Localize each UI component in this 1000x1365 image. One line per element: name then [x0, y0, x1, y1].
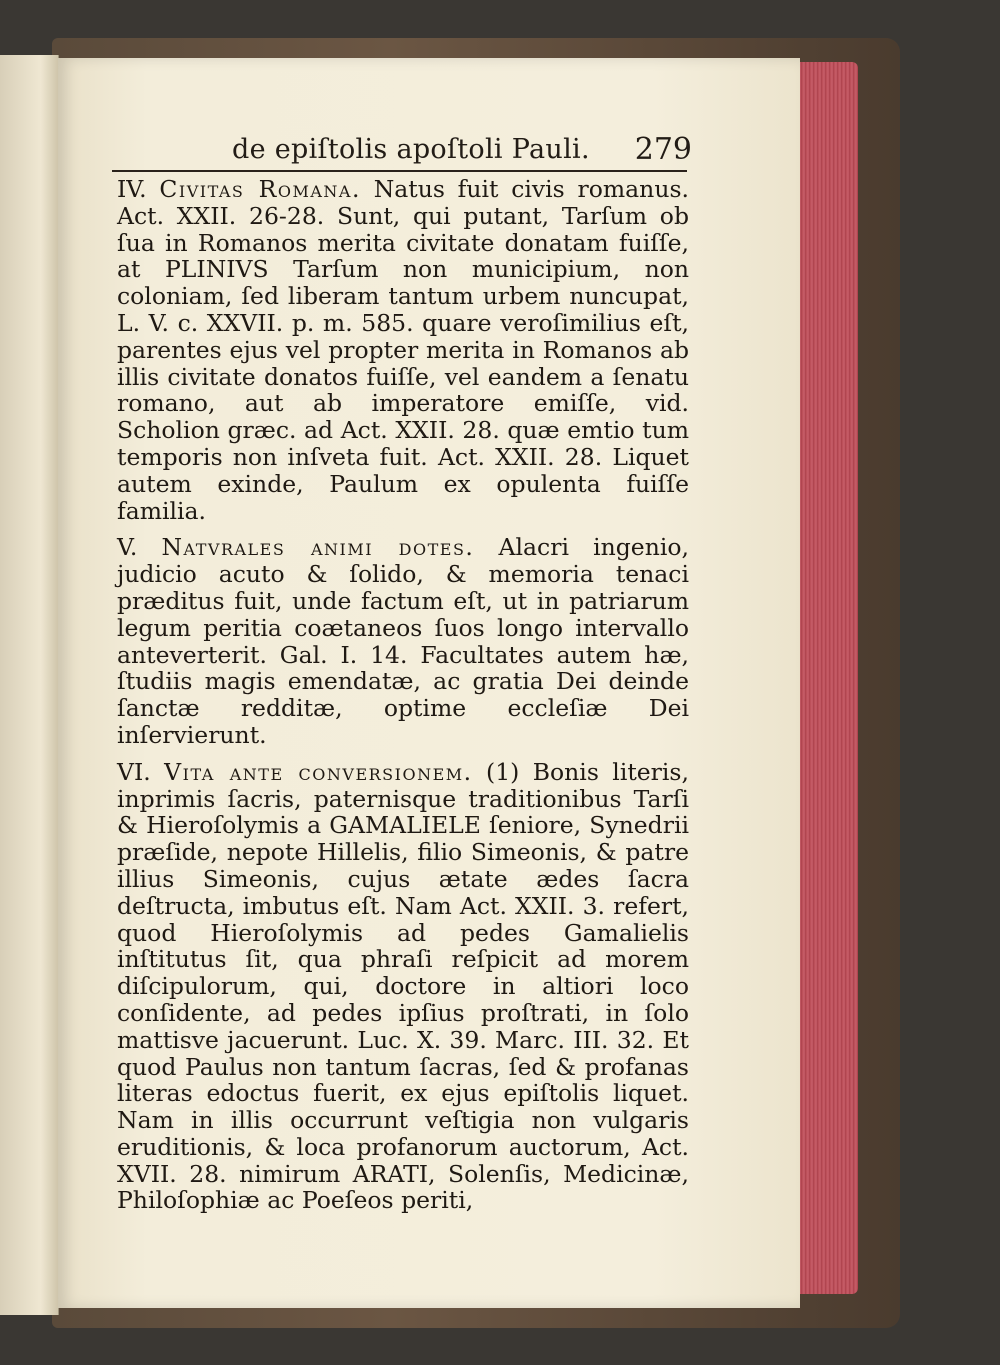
paragraph-heading: Civitas Romana.	[159, 175, 361, 203]
paragraph-iv	[117, 176, 689, 524]
paragraph-number: VI.	[117, 757, 151, 786]
page-number: 279	[634, 132, 692, 167]
paragraph-body: Natus fuit civis romanus. Act. XXII. 26-28. Sunt, qui putant, Tarſum ob ſua in Romanos merita civitate donatam fuiſſe, at PLINIVS Tarſum non municipium, non coloniam, ſed liberam tantum urbem nuncupat, L. V. c. XXVII. p. m. 585. quare veroſimilius eſt, parentes ejus vel propter merita in Romanos ab illis civitate donatos fuiſſe, vel eandem a ſenatu romano, aut ab imperatore emiſſe, vid. Scholion græc. ad Act. XXII. 28. quæ emtio tum temporis non inſveta fuit. Act. XXII. 28. Liquet autem exinde, Paulum ex opulenta fuiſſe familia.	[117, 175, 689, 525]
header-rule	[112, 170, 687, 172]
paragraph-heading: Natvrales animi dotes.	[161, 533, 475, 562]
paragraph-heading: Vita ante conversionem.	[164, 757, 473, 786]
paragraph-body: (1) Bonis literis, inprimis ſacris, paternisque traditionibus Tarſi & Hieroſolymis a GAMALIELE ſeniore, Synedrii præſide, nepote Hillelis, filio Simeonis, & patre illius Simeonis, cujus ætate ædes ſacra deſtructa, imbutus eſt. Nam Act. XXII. 3. refert, quod Hieroſolymis ad pedes Gamalielis inſtitutus ſit, qua phraſi reſpicit ad morem diſcipulorum, qui, doctore in altiori loco conſidente, ad pedes ipſius proſtrati, in ſolo mattisve jacuerunt. Luc. X. 39. Marc. III. 32. Et quod Paulus non tantum ſacras, ſed & profanas literas edoctus fuerit, ex ejus epiſtolis liquet. Nam in illis occurrunt veſtigia non vulgaris eruditionis, & loca profanorum auctorum, Act. XVII. 28. nimirum ARATI, Solenſis, Medicinæ, Philoſophiæ ac Poeſeos periti,	[117, 757, 689, 1215]
page-header	[232, 126, 692, 172]
paragraph-number: IV.	[117, 175, 147, 203]
page-edges	[798, 62, 858, 1294]
page-body	[117, 176, 689, 1224]
paragraph-vi	[117, 759, 689, 1215]
paragraph-body: Alacri ingenio, judicio acuto & ſolido, & memoria tenaci præditus fuit, unde factum eſt, ut in patriarum legum peritia coætaneos ſuos longo intervallo anteverterit. Gal. I. 14. Facultates autem hæ, ſtudiis magis emendatæ, ac gratia Dei deinde ſanctæ redditæ, optime eccleſiæ Dei inſervierunt.	[117, 533, 689, 749]
running-title: de epiſtolis apoſtoli Pauli.	[232, 134, 590, 165]
paragraph-number: V.	[117, 533, 138, 562]
left-page-edge	[0, 55, 59, 1315]
paragraph-v	[117, 534, 689, 748]
